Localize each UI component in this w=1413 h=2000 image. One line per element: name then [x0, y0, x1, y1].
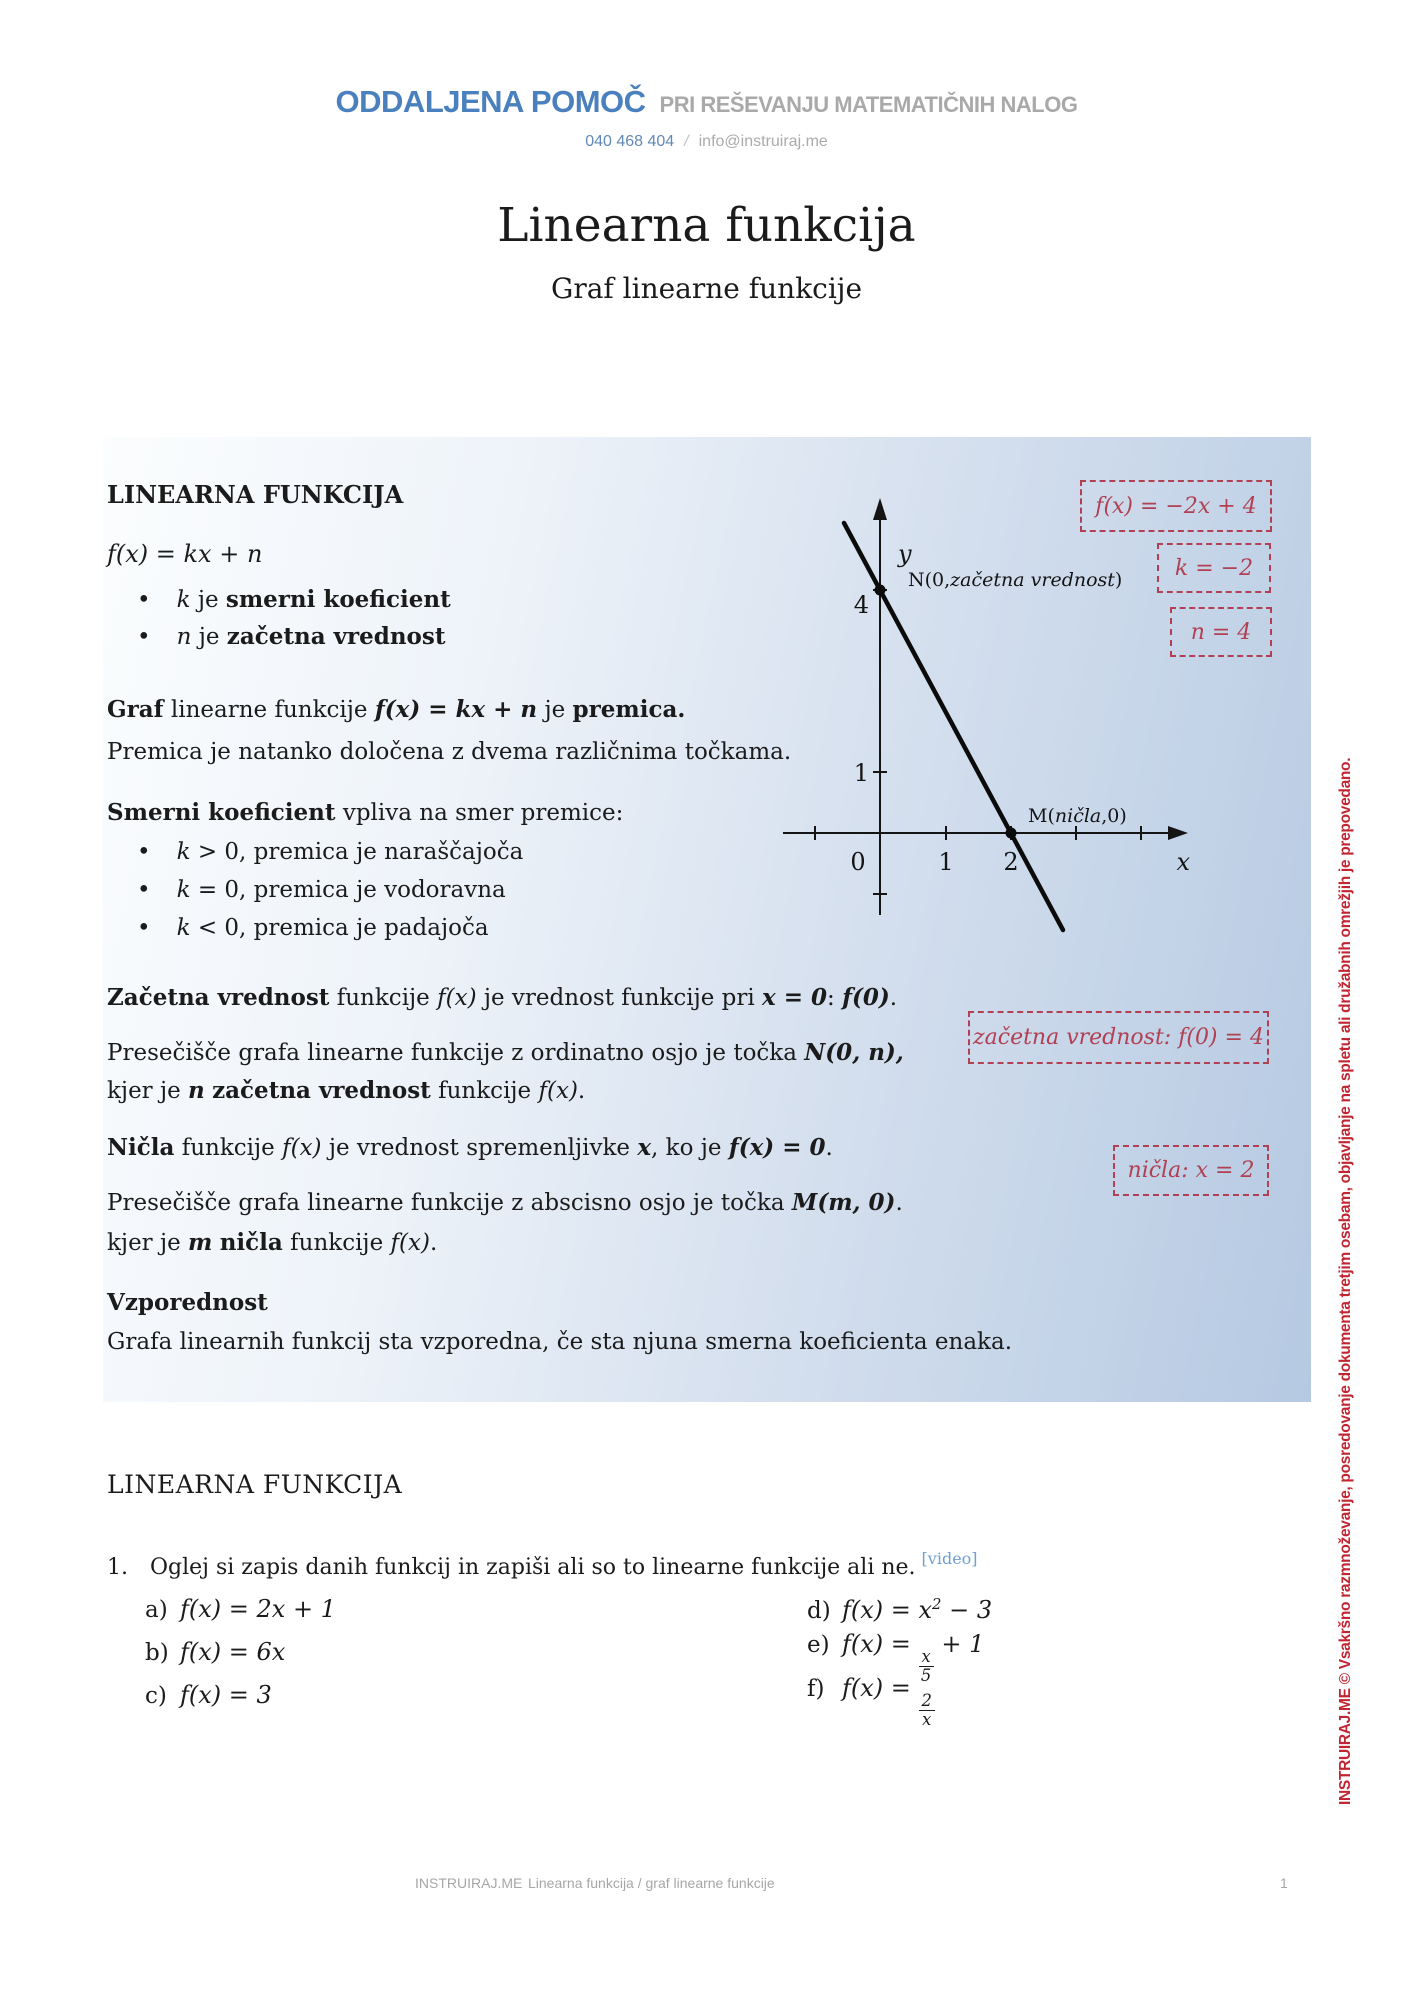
- contact-separator: /: [684, 133, 689, 150]
- tick-label-y4: 4: [853, 591, 869, 619]
- tick-label-y1: 1: [853, 759, 869, 787]
- tick-label-x0: 0: [850, 848, 866, 876]
- exercise-subitem-e: e) f(x) = $\frac{x}{5}$ + 1: [807, 1630, 985, 1686]
- header: [0, 84, 1413, 120]
- exercise-subitem-b: b) f(x) = 6x: [145, 1638, 286, 1666]
- header-tagline: PRI REŠEVANJU MATEMATIČNIH NALOG: [659, 92, 1078, 117]
- line-zacetna: Začetna vrednost funkcije f(x) je vrednost funkcije pri x = 0: f(0).: [107, 984, 898, 1011]
- exercise-item-1: [107, 1549, 978, 1580]
- bullet-icon: •: [137, 877, 151, 903]
- line-nicla: Ničla funkcije f(x) je vrednost spremenljivke x, ko je f(x) = 0.: [107, 1134, 833, 1161]
- annotation-box-formula: f(x) = −2x + 4: [1080, 480, 1272, 532]
- bullet-k: • k je smerni koeficient: [137, 586, 451, 613]
- vzporednost-heading: Vzporednost: [107, 1289, 268, 1316]
- phone-number: 040 468 404: [585, 133, 675, 150]
- tick-label-x1: 1: [938, 848, 954, 876]
- exercise-subitem-a: a) f(x) = 2x + 1: [145, 1595, 336, 1623]
- exercise-heading: LINEARNA FUNKCIJA: [107, 1470, 403, 1499]
- bullet-k-zero: • k = 0, premica je vodoravna: [137, 877, 506, 903]
- annotation-box-k: k = −2: [1157, 543, 1271, 593]
- exercise-subitem-d: d) $f(x) = x^2 - 3$: [807, 1595, 993, 1624]
- footer-brand: INSTRUIRAJ.ME: [415, 1875, 523, 1891]
- bullet-icon: •: [137, 624, 151, 650]
- line-premica: Premica je natanko določena z dvema različnima točkama.: [107, 739, 792, 765]
- bullet-k-pos: • k > 0, premica je naraščajoča: [137, 839, 524, 865]
- brand-logo: ODDALJENA POMOČ: [335, 84, 646, 119]
- exercise-subitem-f: f) f(x) = $\frac{2}{x}$: [807, 1674, 935, 1729]
- point-n-label: N(0,začetna vrednost): [908, 569, 1123, 591]
- side-copyright: INSTRUIRAJ.ME © Vsakršno razmnoževanje, posredovanje dokumenta tretjim osebam, objavljanje na spletu ali družabnih omrežjih je prepovedano.: [1337, 757, 1354, 1805]
- y-axis-label: y: [898, 540, 912, 568]
- bullet-icon: •: [137, 587, 151, 613]
- formula-line: f(x) = kx + n: [107, 540, 263, 568]
- annotation-box-nicla: ničla: x = 2: [1113, 1145, 1269, 1196]
- header-contact: [0, 133, 1413, 151]
- function-graph: [770, 470, 1210, 950]
- annotation-box-n: n = 4: [1170, 607, 1272, 657]
- line-presek-n: Presečišče grafa linearne funkcije z ordinatno osjo je točka N(0, n),: [107, 1039, 904, 1066]
- exercise-prompt: Oglej si zapis danih funkcij in zapiši ali so to linearne funkcije ali ne.: [150, 1555, 916, 1580]
- y-axis-arrow-icon: [873, 498, 887, 520]
- x-axis-label: x: [1176, 848, 1190, 876]
- annotation-box-zacetna: začetna vrednost: f(0) = 4: [968, 1011, 1269, 1064]
- line-presek-m: Presečišče grafa linearne funkcije z abscisno osjo je točka M(m, 0).: [107, 1189, 903, 1216]
- x-axis-arrow-icon: [1168, 826, 1188, 840]
- line-vzporednost: Grafa linearnih funkcij sta vzporedna, če sta njuna smerna koeficienta enaka.: [107, 1329, 1013, 1355]
- bullet-icon: •: [137, 839, 151, 865]
- bullet-k-neg: • k < 0, premica je padajoča: [137, 915, 489, 941]
- bullet-icon: •: [137, 915, 151, 941]
- line-smerni: Smerni koeficient vpliva na smer premice:: [107, 799, 624, 826]
- line-kjer-n: kjer je n začetna vrednost funkcije f(x).: [107, 1077, 586, 1104]
- footer-page-number: 1: [1280, 1875, 1288, 1891]
- email-address[interactable]: info@instruiraj.me: [698, 133, 828, 150]
- page-title: Linearna funkcija: [497, 198, 916, 253]
- tick-label-x2: 2: [1003, 848, 1019, 876]
- video-link[interactable]: [video]: [921, 1549, 978, 1568]
- point-m: [1006, 828, 1017, 839]
- bullet-n: • n je začetna vrednost: [137, 623, 446, 650]
- line-kjer-m: kjer je m ničla funkcije f(x).: [107, 1229, 438, 1256]
- footer-doc-title: Linearna funkcija / graf linearne funkcije: [528, 1875, 775, 1891]
- line-graf: Graf linearne funkcije f(x) = kx + n je premica.: [107, 696, 686, 723]
- exercise-subitem-c: c) f(x) = 3: [145, 1681, 272, 1709]
- page-subtitle: Graf linearne funkcije: [550, 272, 863, 305]
- point-n: [875, 585, 886, 596]
- point-m-label: M(ničla,0): [1028, 805, 1127, 827]
- theory-heading: LINEARNA FUNKCIJA: [107, 480, 404, 509]
- exercise-number: 1.: [107, 1555, 128, 1580]
